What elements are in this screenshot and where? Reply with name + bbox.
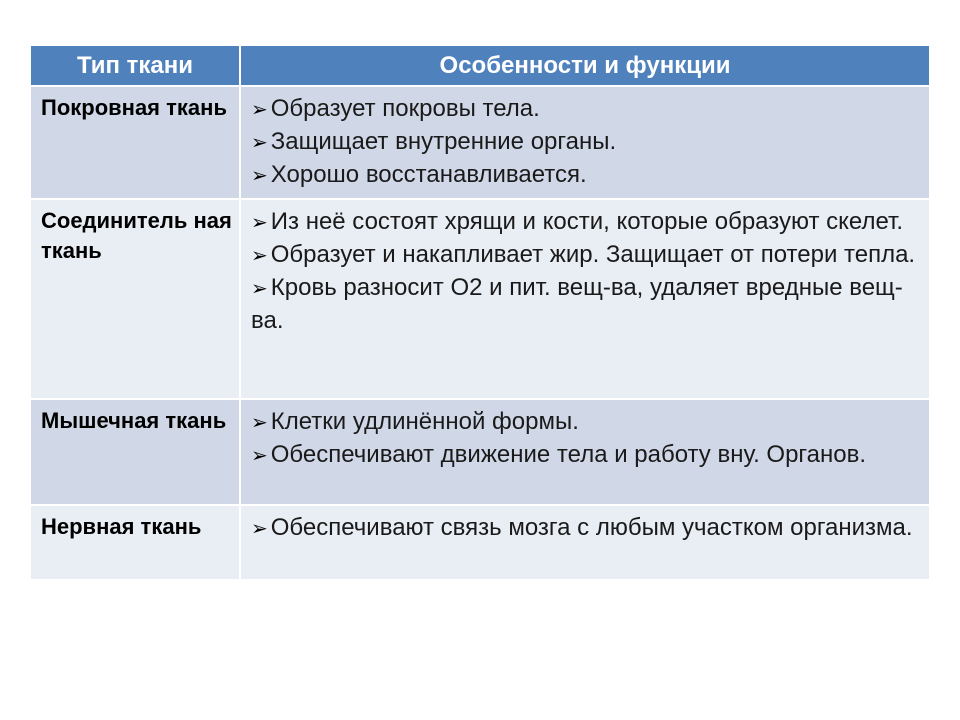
list-item-text: Клетки удлинённой формы.	[270, 408, 579, 435]
arrow-bullet-icon: ➢	[251, 132, 268, 154]
list-item-text: Образует и накапливает жир. Защищает от потери тепла.	[270, 241, 916, 268]
list-item-text: Кровь разносит О2 и пит. вещ-ва, удаляет вредные вещ-ва.	[251, 274, 903, 334]
arrow-bullet-icon: ➢	[251, 212, 268, 234]
features-cell	[240, 505, 929, 579]
table-row	[31, 399, 929, 505]
header-tissue-type: Тип ткани	[31, 46, 240, 86]
list-item	[251, 439, 919, 472]
list-item	[251, 126, 919, 159]
list-item	[251, 512, 919, 545]
features-cell	[240, 199, 929, 399]
arrow-bullet-icon: ➢	[251, 412, 268, 434]
arrow-bullet-icon: ➢	[251, 278, 268, 300]
list-item-text: Из неё состоят хрящи и кости, которые образуют скелет.	[270, 208, 904, 235]
arrow-bullet-icon: ➢	[251, 165, 268, 187]
features-cell	[240, 399, 929, 505]
tissue-type-cell: Нервная ткань	[31, 505, 240, 579]
tissue-table	[31, 46, 929, 579]
table-row	[31, 86, 929, 199]
list-item	[251, 206, 919, 239]
tissue-type-cell: Мышечная ткань	[31, 399, 240, 505]
arrow-bullet-icon: ➢	[251, 245, 268, 267]
list-item-text: Защищает внутренние органы.	[270, 128, 617, 155]
arrow-bullet-icon: ➢	[251, 445, 268, 467]
arrow-bullet-icon: ➢	[251, 518, 268, 540]
list-item-text: Образует покровы тела.	[270, 95, 540, 122]
table-row	[31, 199, 929, 399]
list-item-text: Обеспечивают связь мозга с любым участком организма.	[270, 514, 913, 541]
features-cell	[240, 86, 929, 199]
list-item-text: Обеспечивают движение тела и работу вну. Органов.	[270, 441, 867, 468]
list-item	[251, 406, 919, 439]
header-features-functions: Особенности и функции	[240, 46, 929, 86]
list-item	[251, 272, 919, 336]
list-item-text: Хорошо восстанавливается.	[270, 161, 587, 188]
tissue-type-cell: Соединитель ная ткань	[31, 199, 240, 399]
list-item	[251, 239, 919, 272]
table-header-row	[31, 46, 929, 86]
arrow-bullet-icon: ➢	[251, 99, 268, 121]
table-row	[31, 505, 929, 579]
list-item	[251, 159, 919, 192]
list-item	[251, 93, 919, 126]
tissue-type-cell: Покровная ткань	[31, 86, 240, 199]
